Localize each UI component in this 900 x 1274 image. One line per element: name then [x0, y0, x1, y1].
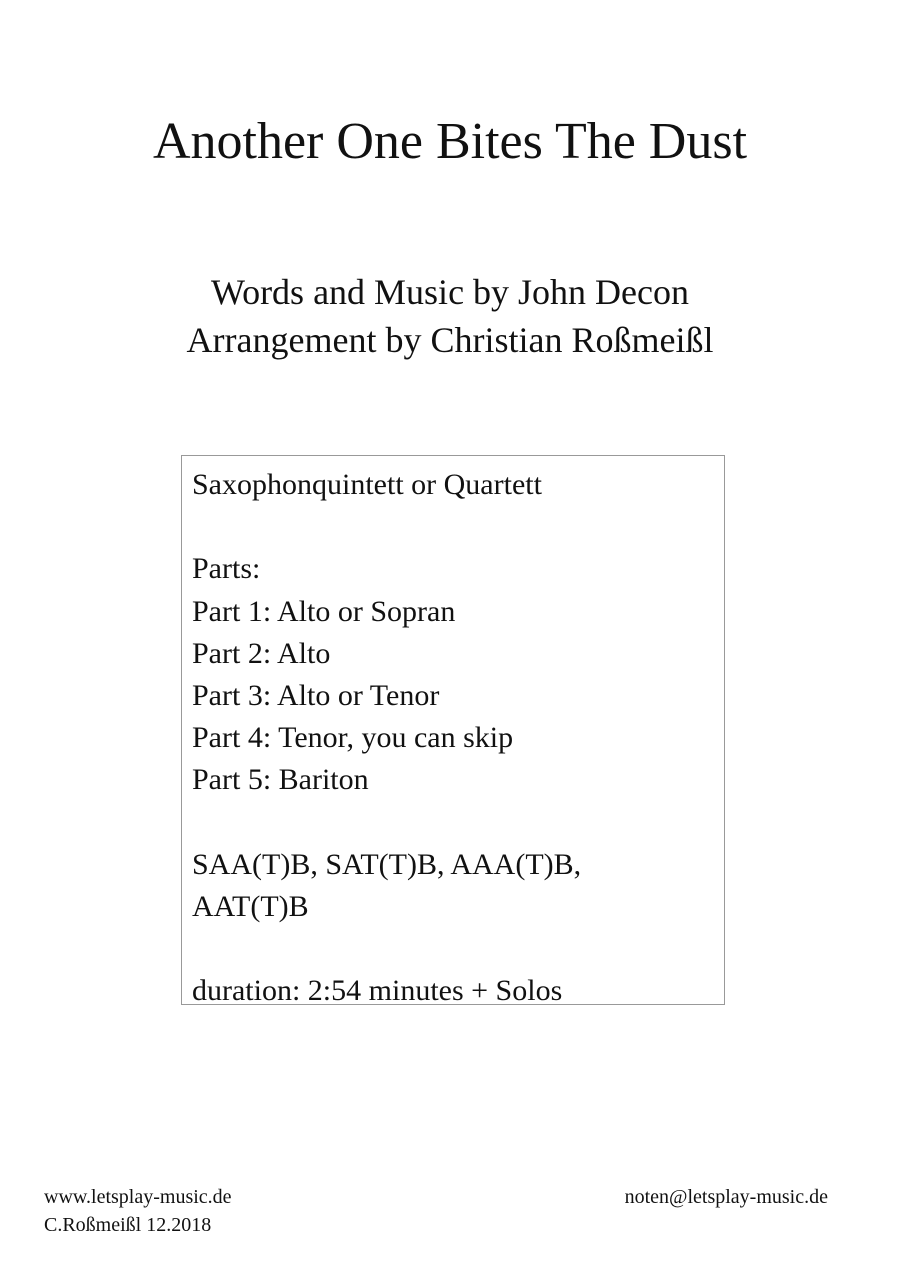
parts-heading: Parts:	[192, 552, 261, 586]
duration-text: duration: 2:54 minutes + Solos	[192, 974, 563, 1005]
part-item: Part 4: Tenor, you can skip	[192, 721, 514, 755]
ensemble-text: Saxophonquintett or Quartett	[192, 468, 542, 501]
part-item: Part 2: Alto	[192, 636, 331, 670]
combinations-line: AAT(T)B	[192, 890, 309, 923]
part-item: Part 1: Alto or Sopran	[192, 594, 456, 628]
spacer	[192, 802, 714, 844]
part-item: Part 5: Bariton	[192, 763, 369, 797]
spacer	[192, 928, 714, 970]
footer-left	[44, 1183, 232, 1239]
words-music-credit: Words and Music by John Decon	[210, 272, 690, 312]
email-link[interactable]: noten@letsplay-music.de	[624, 1186, 828, 1208]
info-box	[181, 455, 725, 1005]
website-link[interactable]: www.letsplay-music.de	[44, 1186, 232, 1208]
footer-right	[625, 1183, 828, 1211]
page-title: Another One Bites The Dust	[152, 113, 748, 170]
credits	[0, 268, 900, 364]
part-item: Part 3: Alto or Tenor	[192, 679, 440, 712]
copyright-text: C.Roßmeißl 12.2018	[44, 1214, 212, 1236]
combinations-line: SAA(T)B, SAT(T)B, AAA(T)B,	[192, 847, 582, 881]
spacer	[192, 506, 714, 548]
arrangement-credit: Arrangement by Christian Roßmeißl	[186, 320, 714, 360]
